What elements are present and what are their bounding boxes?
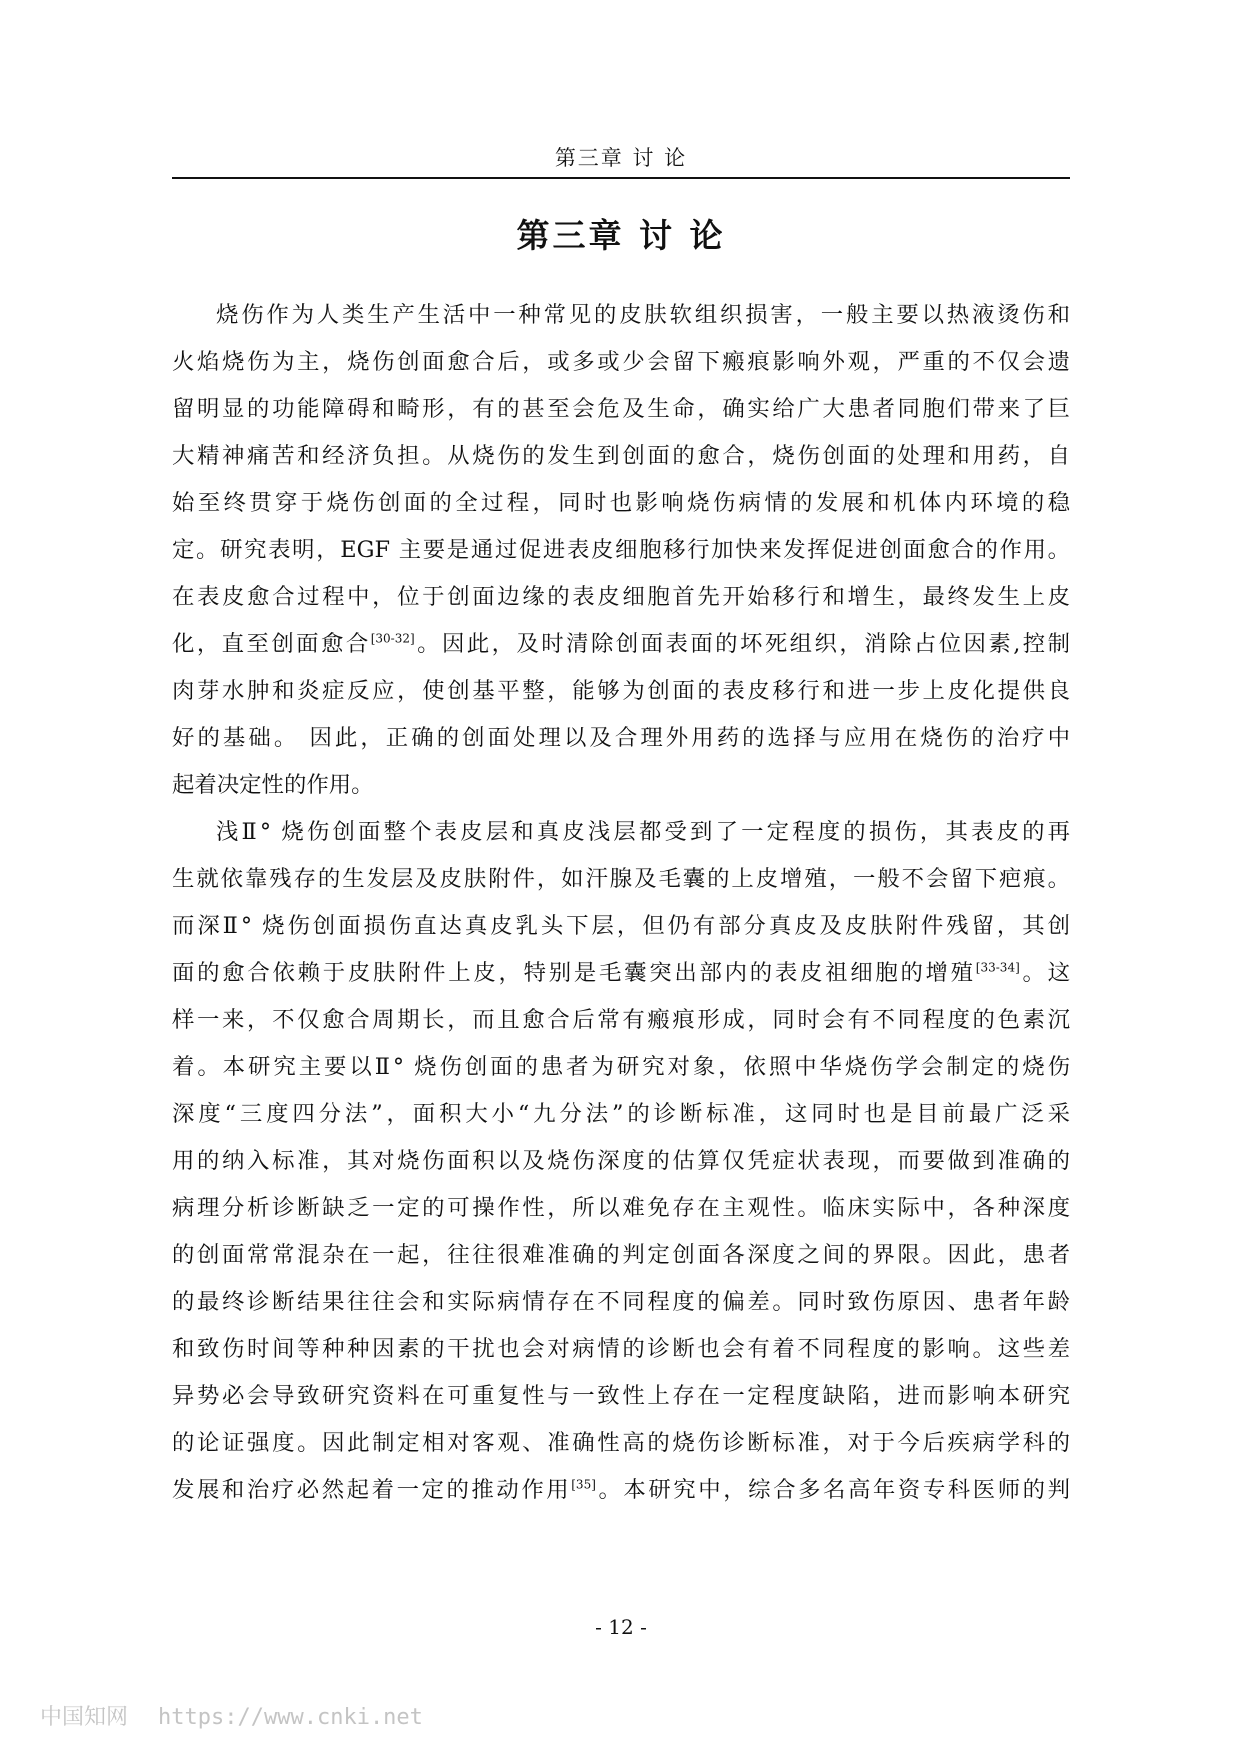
text-line: 定。研究表明，EGF 主要是通过促进表皮细胞移行加快来发挥促进创面愈合的作用。 xyxy=(172,537,1070,563)
text-run: 。本研究中，综合多名高年资专科医师的判 xyxy=(595,1477,1070,1503)
running-header: 第三章 讨 论 xyxy=(554,146,688,170)
text-line xyxy=(172,950,1070,997)
text-line: 而深Ⅱ° 烧伤创面损伤直达真皮乳头下层，但仍有部分真皮及皮肤附件残留，其创 xyxy=(172,913,1070,939)
text-line: 始至终贯穿于烧伤创面的全过程，同时也影响烧伤病情的发展和机体内环境的稳 xyxy=(172,490,1070,516)
watermark-site-name: 中国知网 xyxy=(40,1705,129,1730)
text-run: 面的愈合依赖于皮肤附件上皮，特别是毛囊突出部内的表皮祖细胞的增殖 xyxy=(172,960,976,986)
text-line xyxy=(172,1467,1070,1514)
text-run: 化，直至创面愈合 xyxy=(172,631,371,657)
watermark-url: https://www.cnki.net xyxy=(158,1705,423,1730)
text-line: 病理分析诊断缺乏一定的可操作性，所以难免存在主观性。临床实际中，各种深度 xyxy=(172,1195,1070,1221)
text-line: 在表皮愈合过程中，位于创面边缘的表皮细胞首先开始移行和增生，最终发生上皮 xyxy=(172,584,1070,610)
page-number: - 12 - xyxy=(595,1615,647,1639)
header-rule xyxy=(172,177,1070,179)
citation: [30-32] xyxy=(370,631,415,646)
text-line xyxy=(172,621,1070,668)
text-line: 的最终诊断结果往往会和实际病情存在不同程度的偏差。同时致伤原因、患者年龄 xyxy=(172,1289,1070,1315)
text-line: 和致伤时间等种种因素的干扰也会对病情的诊断也会有着不同程度的影响。这些差 xyxy=(172,1336,1070,1362)
text-line: 肉芽水肿和炎症反应，使创基平整，能够为创面的表皮移行和进一步上皮化提供良 xyxy=(172,678,1070,704)
text-run: 。因此，及时清除创面表面的坏死组织，消除占位因素,控制 xyxy=(414,631,1070,657)
text-line: 好的基础。 因此，正确的创面处理以及合理外用药的选择与应用在烧伤的治疗中 xyxy=(172,725,1070,751)
text-line: 的论证强度。因此制定相对客观、准确性高的烧伤诊断标准，对于今后疾病学科的 xyxy=(172,1430,1070,1456)
text-line: 的创面常常混杂在一起，往往很难准确的判定创面各深度之间的界限。因此，患者 xyxy=(172,1242,1070,1268)
text-line: 浅Ⅱ° 烧伤创面整个表皮层和真皮浅层都受到了一定程度的损伤，其表皮的再 xyxy=(216,819,1070,845)
text-line: 烧伤作为人类生产生活中一种常见的皮肤软组织损害，一般主要以热液烫伤和 xyxy=(216,302,1070,328)
watermark xyxy=(40,1700,423,1731)
citation: [35] xyxy=(571,1477,596,1492)
text-run: 。这 xyxy=(1019,960,1070,986)
text-line: 异势必会导致研究资料在可重复性与一致性上存在一定程度缺陷，进而影响本研究 xyxy=(172,1383,1070,1409)
text-line: 留明显的功能障碍和畸形，有的甚至会危及生命，确实给广大患者同胞们带来了巨 xyxy=(172,396,1070,422)
chapter-title: 第三章 讨 论 xyxy=(516,216,726,255)
text-line: 样一来，不仅愈合周期长，而且愈合后常有瘢痕形成，同时会有不同程度的色素沉 xyxy=(172,1007,1070,1033)
text-line: 火焰烧伤为主，烧伤创面愈合后，或多或少会留下瘢痕影响外观，严重的不仅会遗 xyxy=(172,349,1070,375)
text-run: 发展和治疗必然起着一定的推动作用 xyxy=(172,1477,572,1503)
citation: [33-34] xyxy=(975,960,1020,975)
text-line: 起着决定性的作用。 xyxy=(172,772,374,798)
text-line: 深度“三度四分法”，面积大小“九分法”的诊断标准，这同时也是目前最广泛采 xyxy=(172,1101,1070,1127)
text-line: 大精神痛苦和经济负担。从烧伤的发生到创面的愈合，烧伤创面的处理和用药，自 xyxy=(172,443,1070,469)
text-line: 着。本研究主要以Ⅱ° 烧伤创面的患者为研究对象，依照中华烧伤学会制定的烧伤 xyxy=(172,1054,1070,1080)
body-text xyxy=(172,292,1070,1514)
text-line: 生就依靠残存的生发层及皮肤附件，如汗腺及毛囊的上皮增殖，一般不会留下疤痕。 xyxy=(172,866,1070,892)
text-line: 用的纳入标准，其对烧伤面积以及烧伤深度的估算仅凭症状表现，而要做到准确的 xyxy=(172,1148,1070,1174)
